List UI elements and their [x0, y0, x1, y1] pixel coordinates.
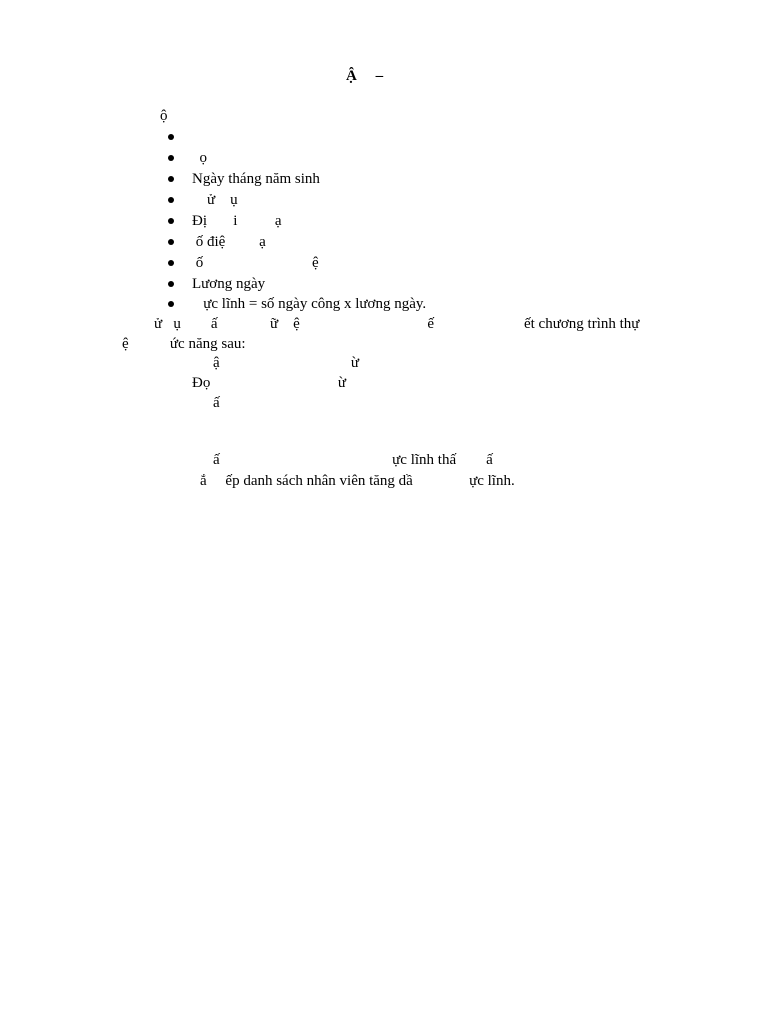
bullet-icon: [168, 281, 174, 287]
paragraph-line: ệ ức năng sau:: [122, 336, 246, 352]
bullet-icon: [168, 301, 174, 307]
function-item: ấ: [213, 395, 220, 411]
bullet-icon: [168, 260, 174, 266]
list-item-text: ố ệ: [192, 255, 319, 271]
list-item: [168, 148, 207, 168]
list-item: [168, 294, 427, 314]
bullet-icon: [168, 176, 174, 182]
intro-line: ộ: [160, 108, 168, 124]
list-item: [168, 253, 319, 273]
bullet-icon: [168, 239, 174, 245]
list-item-text: ử ụ: [192, 192, 238, 208]
list-item: [168, 274, 266, 294]
bullet-icon: [168, 134, 174, 140]
list-item: [168, 232, 266, 252]
bullet-icon: [168, 155, 174, 161]
list-item-text: ọ: [192, 150, 207, 166]
list-item-text: ố điệ ạ: [192, 234, 266, 250]
list-item-text: Lương ngày: [192, 276, 266, 292]
list-item-text: Đị i ạ: [192, 213, 282, 229]
list-item-text: ực lĩnh = số ngày công x lương ngày.: [192, 296, 427, 312]
function-item: Đọ ừ: [192, 375, 346, 391]
document-title: Ậ –: [346, 68, 384, 84]
bullet-icon: [168, 218, 174, 224]
list-item-text: Ngày tháng năm sinh: [192, 171, 320, 187]
bullet-icon: [168, 197, 174, 203]
list-item: [168, 127, 191, 147]
task-item: ấ ực lĩnh thấ ấ: [213, 452, 493, 468]
task-item: ắ ếp danh sách nhân viên tăng dầ ực lĩnh.: [200, 473, 515, 489]
list-item: [168, 211, 282, 231]
list-item: [168, 169, 320, 189]
function-item: ậ ừ: [213, 355, 360, 371]
paragraph-line: ử ụ ấ ữ ệ ế ết chương trình thự: [154, 316, 640, 332]
list-item: [168, 190, 238, 210]
